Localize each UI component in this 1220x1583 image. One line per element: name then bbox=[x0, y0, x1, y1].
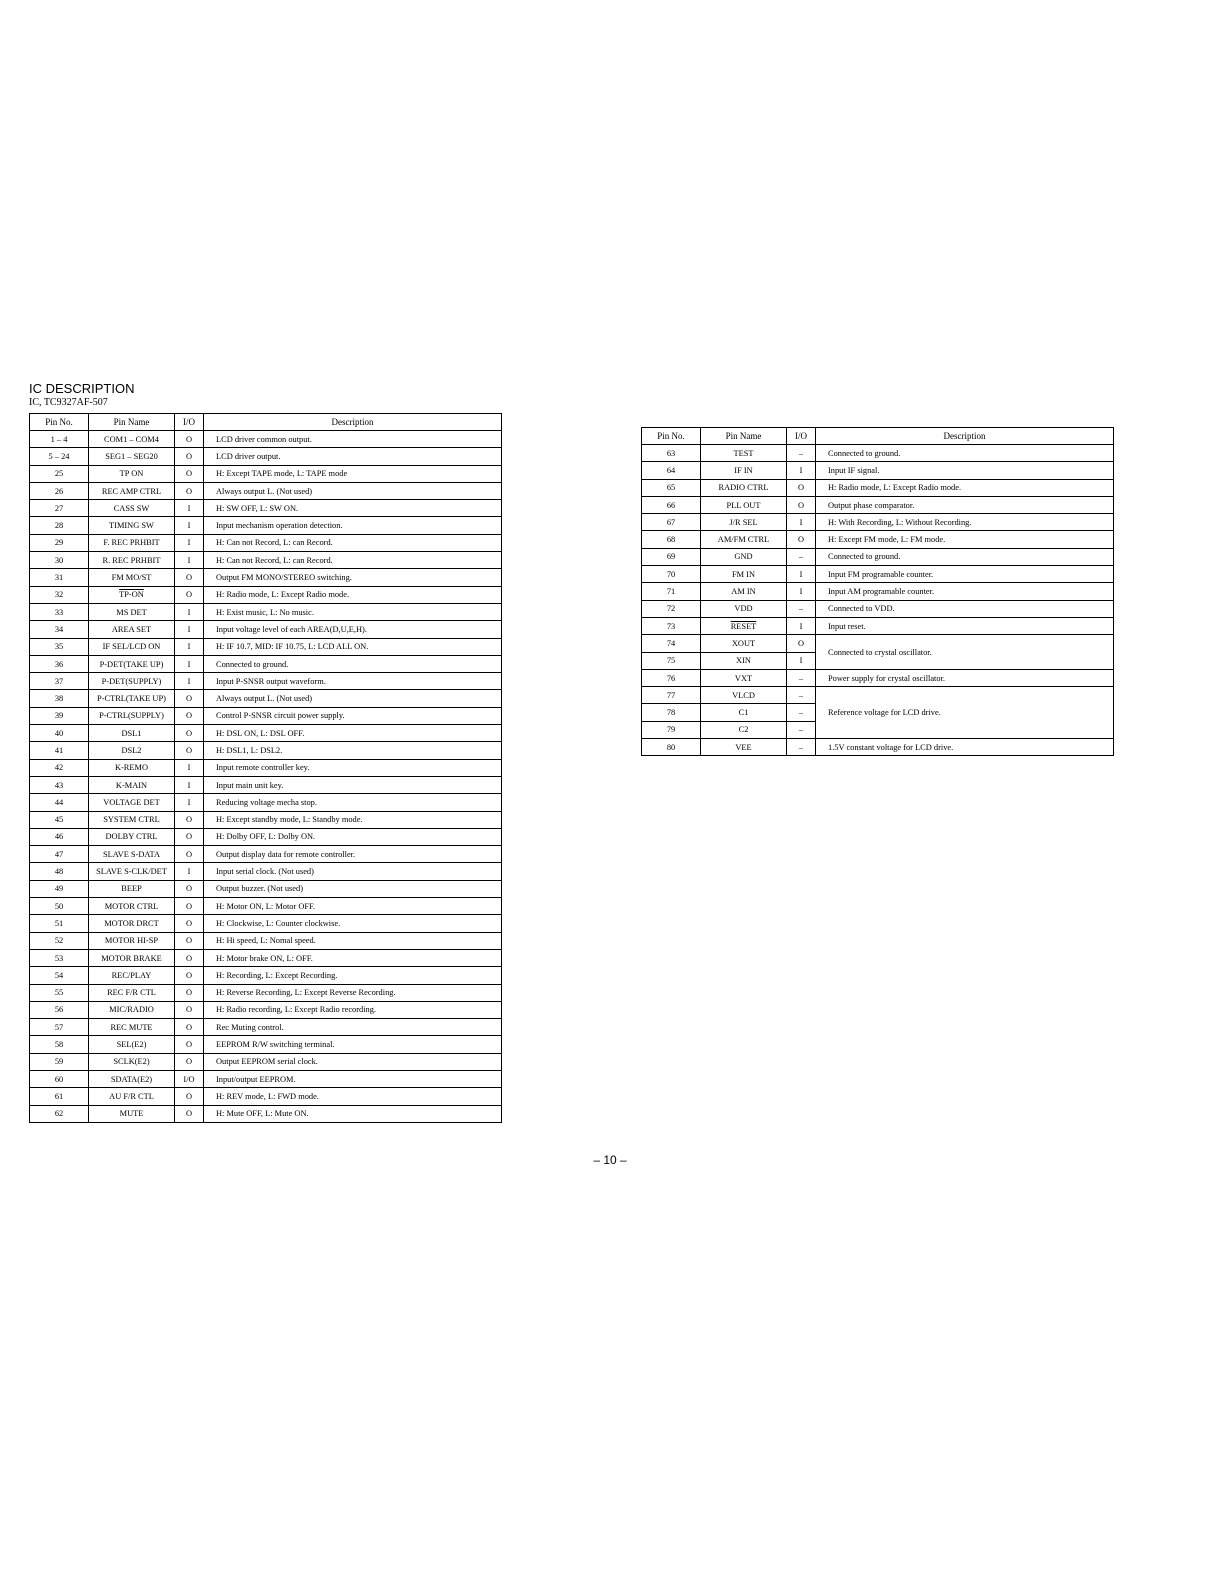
pin-number-cell: 56 bbox=[30, 1001, 89, 1018]
io-cell: O bbox=[175, 828, 204, 845]
pin-number-cell: 74 bbox=[642, 635, 701, 652]
description-cell: EEPROM R/W switching terminal. bbox=[204, 1036, 502, 1053]
description-cell: H: Except FM mode, L: FM mode. bbox=[816, 531, 1114, 548]
io-cell: O bbox=[787, 531, 816, 548]
description-cell: Reference voltage for LCD drive. bbox=[816, 687, 1114, 739]
description-cell: LCD driver common output. bbox=[204, 431, 502, 448]
pin-number-cell: 64 bbox=[642, 462, 701, 479]
pin-number-cell: 40 bbox=[30, 725, 89, 742]
io-cell: I bbox=[175, 552, 204, 569]
table-row bbox=[30, 984, 502, 1001]
pin-number-cell: 27 bbox=[30, 500, 89, 517]
io-cell: O bbox=[175, 811, 204, 828]
pin-number-cell: 44 bbox=[30, 794, 89, 811]
description-cell: Output buzzer. (Not used) bbox=[204, 880, 502, 897]
description-cell: H: With Recording, L: Without Recording. bbox=[816, 514, 1114, 531]
table-row bbox=[30, 898, 502, 915]
pin-name-cell: R. REC PRHBIT bbox=[89, 552, 175, 569]
table-row bbox=[30, 1088, 502, 1105]
pin-name-cell: VOLTAGE DET bbox=[89, 794, 175, 811]
description-cell: H: REV mode, L: FWD mode. bbox=[204, 1088, 502, 1105]
pin-number-cell: 80 bbox=[642, 739, 701, 756]
pin-number-cell: 28 bbox=[30, 517, 89, 534]
pin-name-cell: P-DET(TAKE UP) bbox=[89, 655, 175, 672]
pin-number-cell: 35 bbox=[30, 638, 89, 655]
section-title: IC DESCRIPTION bbox=[29, 381, 135, 396]
table-row bbox=[30, 1036, 502, 1053]
table-row bbox=[30, 534, 502, 551]
io-cell: O bbox=[175, 1001, 204, 1018]
pin-number-cell: 37 bbox=[30, 673, 89, 690]
io-cell: I bbox=[175, 500, 204, 517]
pin-name-cell: C1 bbox=[701, 704, 787, 721]
pin-name-cell: MOTOR BRAKE bbox=[89, 949, 175, 966]
pin-name-cell: J/R SEL bbox=[701, 514, 787, 531]
io-cell: O bbox=[175, 448, 204, 465]
table-row bbox=[30, 707, 502, 724]
pin-number-cell: 30 bbox=[30, 552, 89, 569]
io-cell: O bbox=[175, 569, 204, 586]
io-cell: I bbox=[787, 566, 816, 583]
pin-number-cell: 76 bbox=[642, 669, 701, 686]
pin-number-cell: 61 bbox=[30, 1088, 89, 1105]
pin-name-cell: AM/FM CTRL bbox=[701, 531, 787, 548]
pin-name-cell: SDATA(E2) bbox=[89, 1070, 175, 1087]
pin-number-cell: 77 bbox=[642, 687, 701, 704]
table-row bbox=[30, 569, 502, 586]
pin-name-cell: MOTOR HI-SP bbox=[89, 932, 175, 949]
table-row bbox=[642, 617, 1114, 634]
io-cell: O bbox=[787, 479, 816, 496]
pin-name-cell: SLAVE S-CLK/DET bbox=[89, 863, 175, 880]
pin-name-cell: REC/PLAY bbox=[89, 967, 175, 984]
pin-name-cell: FM IN bbox=[701, 566, 787, 583]
pin-number-cell: 73 bbox=[642, 617, 701, 634]
pin-name-cell: REC F/R CTL bbox=[89, 984, 175, 1001]
table-row bbox=[30, 880, 502, 897]
description-cell: Always output L. (Not used) bbox=[204, 690, 502, 707]
io-cell: – bbox=[787, 445, 816, 462]
pin-number-cell: 63 bbox=[642, 445, 701, 462]
io-cell: – bbox=[787, 721, 816, 738]
description-cell: H: Radio mode, L: Except Radio mode. bbox=[816, 479, 1114, 496]
pin-number-cell: 39 bbox=[30, 707, 89, 724]
pin-name-cell: DOLBY CTRL bbox=[89, 828, 175, 845]
table-row bbox=[30, 673, 502, 690]
header-pin-name: Pin Name bbox=[89, 414, 175, 431]
description-cell: Output phase comparator. bbox=[816, 496, 1114, 513]
pin-name-cell: MIC/RADIO bbox=[89, 1001, 175, 1018]
pin-name-cell: K-REMO bbox=[89, 759, 175, 776]
pin-table-right bbox=[641, 427, 1114, 756]
io-cell: – bbox=[787, 739, 816, 756]
pin-number-cell: 67 bbox=[642, 514, 701, 531]
io-cell: I bbox=[175, 621, 204, 638]
description-cell: Reducing voltage mecha stop. bbox=[204, 794, 502, 811]
io-cell: O bbox=[175, 482, 204, 499]
table-row bbox=[642, 583, 1114, 600]
description-cell: Input reset. bbox=[816, 617, 1114, 634]
pin-number-cell: 29 bbox=[30, 534, 89, 551]
pin-number-cell: 49 bbox=[30, 880, 89, 897]
description-cell: Input/output EEPROM. bbox=[204, 1070, 502, 1087]
table-row bbox=[642, 635, 1114, 652]
io-cell: O bbox=[175, 431, 204, 448]
pin-name-cell: P-CTRL(SUPPLY) bbox=[89, 707, 175, 724]
header-io: I/O bbox=[787, 428, 816, 445]
pin-number-cell: 26 bbox=[30, 482, 89, 499]
pin-number-cell: 59 bbox=[30, 1053, 89, 1070]
description-cell: H: Motor brake ON, L: OFF. bbox=[204, 949, 502, 966]
table-row bbox=[642, 687, 1114, 704]
pin-number-cell: 78 bbox=[642, 704, 701, 721]
header-pin-name: Pin Name bbox=[701, 428, 787, 445]
table-row bbox=[642, 548, 1114, 565]
pin-number-cell: 33 bbox=[30, 603, 89, 620]
pin-number-cell: 70 bbox=[642, 566, 701, 583]
table-row bbox=[30, 725, 502, 742]
io-cell: O bbox=[787, 496, 816, 513]
pin-name-cell: IF SEL/LCD ON bbox=[89, 638, 175, 655]
pin-name-cell: SLAVE S-DATA bbox=[89, 846, 175, 863]
pin-name-cell: MUTE bbox=[89, 1105, 175, 1122]
pin-name-cell: REC MUTE bbox=[89, 1019, 175, 1036]
description-cell: H: DSL1, L: DSL2. bbox=[204, 742, 502, 759]
description-cell: H: Motor ON, L: Motor OFF. bbox=[204, 898, 502, 915]
table-row bbox=[30, 967, 502, 984]
table-row bbox=[30, 1105, 502, 1122]
pin-name-cell: VEE bbox=[701, 739, 787, 756]
io-cell: O bbox=[175, 742, 204, 759]
pin-number-cell: 45 bbox=[30, 811, 89, 828]
table-row bbox=[30, 794, 502, 811]
description-cell: Output FM MONO/STEREO switching. bbox=[204, 569, 502, 586]
io-cell: O bbox=[175, 1019, 204, 1036]
table-row bbox=[30, 621, 502, 638]
ic-part-number: IC, TC9327AF-507 bbox=[29, 397, 108, 408]
io-cell: O bbox=[175, 932, 204, 949]
io-cell: O bbox=[175, 880, 204, 897]
io-cell: – bbox=[787, 548, 816, 565]
pin-name-cell: SYSTEM CTRL bbox=[89, 811, 175, 828]
pin-number-cell: 42 bbox=[30, 759, 89, 776]
io-cell: I bbox=[787, 617, 816, 634]
pin-number-cell: 52 bbox=[30, 932, 89, 949]
description-cell: H: Can not Record, L: can Record. bbox=[204, 552, 502, 569]
io-cell: O bbox=[175, 586, 204, 603]
io-cell: O bbox=[175, 915, 204, 932]
description-cell: LCD driver output. bbox=[204, 448, 502, 465]
table-header-row bbox=[30, 414, 502, 431]
description-cell: Input IF signal. bbox=[816, 462, 1114, 479]
pin-name-cell: RESET bbox=[701, 617, 787, 634]
pin-name-cell: AREA SET bbox=[89, 621, 175, 638]
pin-name-cell: VDD bbox=[701, 600, 787, 617]
header-description: Description bbox=[816, 428, 1114, 445]
io-cell: I bbox=[175, 776, 204, 793]
description-cell: H: Exist music, L: No music. bbox=[204, 603, 502, 620]
io-cell: O bbox=[175, 1053, 204, 1070]
table-row bbox=[642, 496, 1114, 513]
io-cell: I/O bbox=[175, 1070, 204, 1087]
description-cell: Input FM programable counter. bbox=[816, 566, 1114, 583]
table-row bbox=[30, 1070, 502, 1087]
pin-number-cell: 69 bbox=[642, 548, 701, 565]
pin-number-cell: 48 bbox=[30, 863, 89, 880]
header-pin-no: Pin No. bbox=[30, 414, 89, 431]
description-cell: Control P-SNSR circuit power supply. bbox=[204, 707, 502, 724]
pin-number-cell: 36 bbox=[30, 655, 89, 672]
description-cell: Input main unit key. bbox=[204, 776, 502, 793]
header-pin-no: Pin No. bbox=[642, 428, 701, 445]
io-cell: I bbox=[175, 534, 204, 551]
table-row bbox=[30, 552, 502, 569]
table-row bbox=[642, 514, 1114, 531]
table-row bbox=[30, 465, 502, 482]
pin-name-cell: BEEP bbox=[89, 880, 175, 897]
pin-name-cell: FM MO/ST bbox=[89, 569, 175, 586]
pin-name-cell: TIMING SW bbox=[89, 517, 175, 534]
io-cell: O bbox=[175, 898, 204, 915]
pin-table-left bbox=[29, 413, 502, 1123]
header-io: I/O bbox=[175, 414, 204, 431]
pin-number-cell: 57 bbox=[30, 1019, 89, 1036]
pin-name-cell: MOTOR CTRL bbox=[89, 898, 175, 915]
pin-name-cell: C2 bbox=[701, 721, 787, 738]
io-cell: I bbox=[787, 462, 816, 479]
io-cell: I bbox=[175, 863, 204, 880]
table-row bbox=[30, 655, 502, 672]
pin-name-cell: AU F/R CTL bbox=[89, 1088, 175, 1105]
table-row bbox=[30, 500, 502, 517]
pin-name-cell: F. REC PRHBIT bbox=[89, 534, 175, 551]
pin-number-cell: 66 bbox=[642, 496, 701, 513]
pin-name-cell: DSL1 bbox=[89, 725, 175, 742]
pin-number-cell: 31 bbox=[30, 569, 89, 586]
description-cell: H: Except standby mode, L: Standby mode. bbox=[204, 811, 502, 828]
pin-number-cell: 43 bbox=[30, 776, 89, 793]
io-cell: O bbox=[175, 949, 204, 966]
io-cell: O bbox=[175, 725, 204, 742]
table-row bbox=[30, 759, 502, 776]
pin-name-cell: RADIO CTRL bbox=[701, 479, 787, 496]
io-cell: O bbox=[175, 690, 204, 707]
description-cell: H: Dolby OFF, L: Dolby ON. bbox=[204, 828, 502, 845]
table-row bbox=[642, 669, 1114, 686]
pin-name-cell: MS DET bbox=[89, 603, 175, 620]
pin-name-cell: VXT bbox=[701, 669, 787, 686]
table-row bbox=[30, 1019, 502, 1036]
description-cell: H: Reverse Recording, L: Except Reverse Recording. bbox=[204, 984, 502, 1001]
pin-number-cell: 47 bbox=[30, 846, 89, 863]
table-row bbox=[30, 586, 502, 603]
description-cell: Input mechanism operation detection. bbox=[204, 517, 502, 534]
table-row bbox=[30, 448, 502, 465]
table-row bbox=[30, 863, 502, 880]
description-cell: H: Recording, L: Except Recording. bbox=[204, 967, 502, 984]
io-cell: O bbox=[175, 846, 204, 863]
table-row bbox=[30, 932, 502, 949]
pin-number-cell: 72 bbox=[642, 600, 701, 617]
pin-number-cell: 54 bbox=[30, 967, 89, 984]
description-cell: H: Can not Record, L: can Record. bbox=[204, 534, 502, 551]
io-cell: – bbox=[787, 687, 816, 704]
io-cell: – bbox=[787, 704, 816, 721]
pin-name-cell: VLCD bbox=[701, 687, 787, 704]
pin-number-cell: 38 bbox=[30, 690, 89, 707]
pin-name-cell: TP ON bbox=[89, 465, 175, 482]
pin-name-cell: K-MAIN bbox=[89, 776, 175, 793]
table-row bbox=[30, 690, 502, 707]
description-cell: 1.5V constant voltage for LCD drive. bbox=[816, 739, 1114, 756]
description-cell: H: Hi speed, L: Nomal speed. bbox=[204, 932, 502, 949]
pin-name-cell: PLL OUT bbox=[701, 496, 787, 513]
description-cell: H: Radio recording, L: Except Radio recording. bbox=[204, 1001, 502, 1018]
io-cell: O bbox=[175, 1088, 204, 1105]
io-cell: I bbox=[175, 794, 204, 811]
description-cell: Input P-SNSR output waveform. bbox=[204, 673, 502, 690]
pin-number-cell: 55 bbox=[30, 984, 89, 1001]
description-cell: H: SW OFF, L: SW ON. bbox=[204, 500, 502, 517]
io-cell: I bbox=[175, 759, 204, 776]
description-cell: H: Radio mode, L: Except Radio mode. bbox=[204, 586, 502, 603]
description-cell: Connected to VDD. bbox=[816, 600, 1114, 617]
description-cell: Rec Muting control. bbox=[204, 1019, 502, 1036]
pin-number-cell: 5 – 24 bbox=[30, 448, 89, 465]
description-cell: Connected to ground. bbox=[204, 655, 502, 672]
pin-number-cell: 34 bbox=[30, 621, 89, 638]
pin-name-cell: REC AMP CTRL bbox=[89, 482, 175, 499]
table-row bbox=[30, 915, 502, 932]
table-row bbox=[30, 1001, 502, 1018]
pin-name-cell: P-DET(SUPPLY) bbox=[89, 673, 175, 690]
pin-number-cell: 79 bbox=[642, 721, 701, 738]
pin-number-cell: 75 bbox=[642, 652, 701, 669]
description-cell: H: IF 10.7, MID: IF 10.75, L: LCD ALL ON. bbox=[204, 638, 502, 655]
table-row bbox=[642, 566, 1114, 583]
description-cell: Input AM programable counter. bbox=[816, 583, 1114, 600]
io-cell: – bbox=[787, 600, 816, 617]
io-cell: O bbox=[175, 1105, 204, 1122]
pin-name-cell: COM1 – COM4 bbox=[89, 431, 175, 448]
pin-number-cell: 62 bbox=[30, 1105, 89, 1122]
io-cell: I bbox=[175, 655, 204, 672]
table-row bbox=[642, 479, 1114, 496]
pin-number-cell: 1 – 4 bbox=[30, 431, 89, 448]
table-row bbox=[30, 1053, 502, 1070]
description-cell: Output EEPROM serial clock. bbox=[204, 1053, 502, 1070]
pin-name-cell: MOTOR DRCT bbox=[89, 915, 175, 932]
io-cell: I bbox=[175, 517, 204, 534]
io-cell: I bbox=[175, 673, 204, 690]
io-cell: I bbox=[787, 583, 816, 600]
page-number: – 10 – bbox=[593, 1153, 627, 1167]
pin-number-cell: 68 bbox=[642, 531, 701, 548]
table-row bbox=[642, 445, 1114, 462]
description-cell: Always output L. (Not used) bbox=[204, 482, 502, 499]
table-row bbox=[30, 846, 502, 863]
description-cell: H: DSL ON, L: DSL OFF. bbox=[204, 725, 502, 742]
pin-name-cell: IF IN bbox=[701, 462, 787, 479]
description-cell: Input remote controller key. bbox=[204, 759, 502, 776]
io-cell: – bbox=[787, 669, 816, 686]
io-cell: O bbox=[175, 984, 204, 1001]
table-row bbox=[30, 603, 502, 620]
table-row bbox=[30, 949, 502, 966]
table-row bbox=[642, 739, 1114, 756]
table-row bbox=[642, 600, 1114, 617]
description-cell: Input voltage level of each AREA(D,U,E,H). bbox=[204, 621, 502, 638]
io-cell: I bbox=[175, 638, 204, 655]
table-row bbox=[642, 531, 1114, 548]
pin-name-cell: AM IN bbox=[701, 583, 787, 600]
pin-number-cell: 25 bbox=[30, 465, 89, 482]
pin-number-cell: 60 bbox=[30, 1070, 89, 1087]
description-cell: Connected to crystal oscillator. bbox=[816, 635, 1114, 670]
pin-name-cell: SEG1 – SEG20 bbox=[89, 448, 175, 465]
pin-number-cell: 46 bbox=[30, 828, 89, 845]
pin-number-cell: 58 bbox=[30, 1036, 89, 1053]
io-cell: O bbox=[175, 967, 204, 984]
pin-number-cell: 50 bbox=[30, 898, 89, 915]
table-row bbox=[30, 828, 502, 845]
description-cell: H: Mute OFF, L: Mute ON. bbox=[204, 1105, 502, 1122]
table-row bbox=[30, 482, 502, 499]
header-description: Description bbox=[204, 414, 502, 431]
description-cell: H: Except TAPE mode, L: TAPE mode bbox=[204, 465, 502, 482]
pin-name-cell: TP-ON bbox=[89, 586, 175, 603]
pin-name-cell: P-CTRL(TAKE UP) bbox=[89, 690, 175, 707]
table-row bbox=[642, 462, 1114, 479]
io-cell: I bbox=[787, 652, 816, 669]
pin-name-cell: SEL(E2) bbox=[89, 1036, 175, 1053]
io-cell: O bbox=[175, 707, 204, 724]
pin-number-cell: 53 bbox=[30, 949, 89, 966]
pin-name-cell: XIN bbox=[701, 652, 787, 669]
description-cell: H: Clockwise, L: Counter clockwise. bbox=[204, 915, 502, 932]
io-cell: O bbox=[175, 465, 204, 482]
pin-name-cell: GND bbox=[701, 548, 787, 565]
description-cell: Power supply for crystal oscillator. bbox=[816, 669, 1114, 686]
description-cell: Input serial clock. (Not used) bbox=[204, 863, 502, 880]
description-cell: Output display data for remote controller. bbox=[204, 846, 502, 863]
io-cell: O bbox=[787, 635, 816, 652]
pin-number-cell: 65 bbox=[642, 479, 701, 496]
description-cell: Connected to ground. bbox=[816, 548, 1114, 565]
pin-number-cell: 41 bbox=[30, 742, 89, 759]
io-cell: I bbox=[175, 603, 204, 620]
table-row bbox=[30, 811, 502, 828]
pin-name-cell: DSL2 bbox=[89, 742, 175, 759]
pin-name-cell: SCLK(E2) bbox=[89, 1053, 175, 1070]
pin-name-cell: CASS SW bbox=[89, 500, 175, 517]
table-row bbox=[30, 517, 502, 534]
pin-number-cell: 51 bbox=[30, 915, 89, 932]
io-cell: O bbox=[175, 1036, 204, 1053]
table-header-row bbox=[642, 428, 1114, 445]
table-row bbox=[30, 431, 502, 448]
pin-number-cell: 32 bbox=[30, 586, 89, 603]
io-cell: I bbox=[787, 514, 816, 531]
pin-number-cell: 71 bbox=[642, 583, 701, 600]
pin-name-cell: TEST bbox=[701, 445, 787, 462]
description-cell: Connected to ground. bbox=[816, 445, 1114, 462]
table-row bbox=[30, 638, 502, 655]
table-row bbox=[30, 776, 502, 793]
pin-name-cell: XOUT bbox=[701, 635, 787, 652]
table-row bbox=[30, 742, 502, 759]
